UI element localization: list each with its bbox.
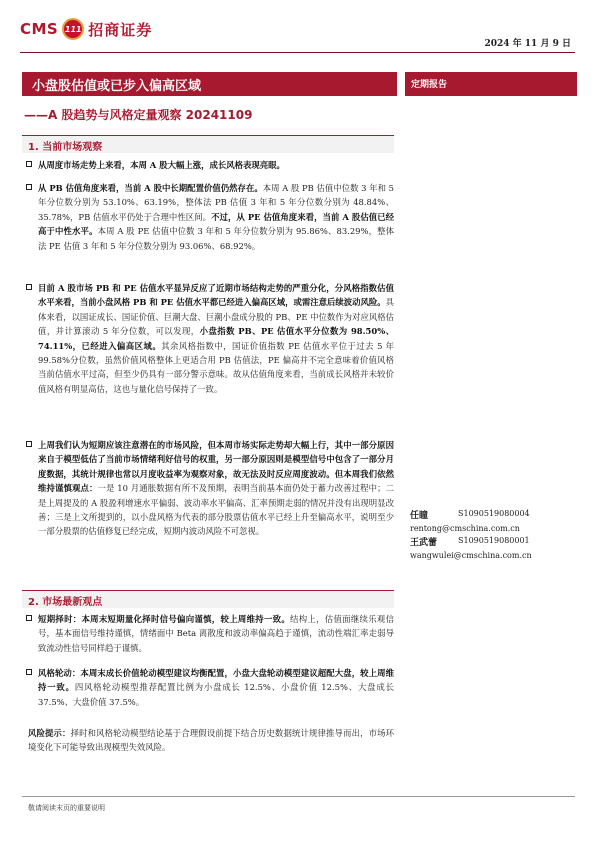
paragraph-text	[38, 666, 394, 709]
logo-badge-icon	[62, 18, 84, 40]
bold-text-run: 不过，从 PE 估值角度来看，当前 A 股估值已经高于中性水平。	[38, 211, 395, 237]
bullet-square-icon	[26, 669, 32, 675]
analyst-name: 王武蕾	[410, 538, 438, 548]
bullet-square-icon	[26, 615, 32, 621]
section-title: 1. 当前市场观察	[28, 142, 103, 153]
footer-disclaimer: 敬请阅读末页的重要说明	[28, 804, 105, 812]
text-run: 具体来看，以国证成长、国证价值、巨潮大盘、巨潮小盘成分股的 PB、PE 中位数作为对应风格估值，并计算滚动 5 年分位数，可以发现，	[38, 297, 394, 337]
bold-text-run: 从 PB 估值角度来看，当前 A 股中长期配置价值仍然存在。	[38, 183, 263, 193]
paragraph-weekly-trend	[26, 158, 394, 172]
paragraph-text	[38, 281, 394, 396]
report-title: 小盘股估值或已步入偏高区域	[32, 79, 202, 94]
paragraph-style-valuation	[26, 281, 394, 396]
bullet-square-icon	[26, 284, 32, 290]
section-title: 2. 市场最新观点	[28, 597, 103, 608]
analyst-card	[410, 508, 530, 533]
bold-text-run: 目前 A 股市场 PB 和 PE 估值水平显异反应了近期市场结构走势的严重分化，分风格指数估值水平来看，当前小盘风格 PB 和 PE 估值水平都已经进入偏高区域，或需注意后续波动风险。	[38, 283, 394, 308]
bullet-square-icon	[26, 441, 32, 447]
header-divider	[20, 52, 575, 53]
section-header-current-market	[22, 135, 394, 153]
analyst-email[interactable]: wangwulei@cmschina.com.cn	[410, 551, 532, 560]
analyst-name: 任瞳	[410, 511, 429, 521]
report-type-tag	[405, 72, 577, 96]
paragraph-style-rotation	[26, 666, 394, 709]
risk-warning	[28, 726, 394, 755]
risk-label: 风险提示：	[28, 728, 71, 738]
paragraph-text	[38, 612, 394, 655]
title-bar	[22, 72, 397, 96]
analyst-card	[410, 535, 532, 560]
bullet-square-icon	[26, 161, 32, 167]
risk-text: 择时和风格轮动模型结论基于合理假设前提下结合历史数据统计规律推导而出，市场环境变化下可能导致出现模型失效风险。	[28, 728, 395, 753]
logo-cn: 招商证券	[88, 20, 153, 39]
company-logo	[20, 18, 152, 40]
paragraph-text	[38, 158, 394, 172]
text-run: 本周 A 股 PB 估值中位数 3 年和 5 年分位数分别为 53.10%、63.19%，整体法 PB 估值 3 年和 5 年分位数分别为 48.84%、35.78%，PB 估值水平仍处于合理中性区间。	[38, 183, 394, 222]
text-run: 四风格轮动模型推荐配置比例为小盘成长 12.5%、小盘价值 12.5%、大盘成长 37.5%、大盘价值 37.5%。	[38, 682, 394, 707]
report-date: 2024 年 11 月 9 日	[484, 39, 571, 49]
text-run: 其余风格指数中，国证价值指数 PE 估值水平位于过去 5 年 99.58%分位数，虽然价值风格整体上更适合用 PB 估值法，PE 偏高并不完全意味着价值风格当前估值水平过高，但至少仍具有一部分警示意味。故从估值角度来看，当前成长风格并未较价值风格有明显高估，这也与量化信号保持了一致。	[38, 340, 394, 394]
analyst-cert: S1090519080004	[458, 509, 530, 518]
text-run: 一是 10 月通胀数据有所不及预期，表明当前基本面仍处于蓄力改善过程中；二是上周提及的 A 股盈利增速水平偏弱、波动率水平偏高、汇率预期走弱的情况并没有出现明显改善；三是上文所提到的，以小盘风格为代表的部分股票估值水平已经上升至偏高水平，说明至少一部分股票的估值修复已经完成，短期内波动风险不可忽视。	[38, 483, 394, 537]
text-run: 结构上，估值面继续乐观信号，基本面信号维持谨慎，情绪面中 Beta 离散度和波动率偏高趋于谨慎，流动性端汇率走弱导致流动性信号同样趋于谨慎。	[38, 614, 395, 653]
paragraph-text	[38, 438, 394, 539]
footer-divider	[22, 796, 575, 797]
paragraph-cautious-view	[26, 438, 394, 539]
bold-text-run: 短期择时：本周末短期量化择时信号偏向谨慎，较上周维持一致。	[38, 614, 291, 624]
analyst-email[interactable]: rentong@cmschina.com.cn	[410, 524, 520, 533]
logo-badge-text: 111	[64, 24, 82, 34]
analyst-cert: S1090519080001	[458, 536, 530, 545]
paragraph-timing	[26, 612, 394, 655]
report-subtitle: ——A 股趋势与风格定量观察 20241109	[24, 108, 253, 122]
logo-en: CMS	[20, 20, 59, 38]
bold-text-run: 上周我们认为短期应该注意潜在的市场风险，但本周市场实际走势却大幅上行，其中一部分原因来自于模型低估了当前市场情绪利好信号的权重，另一部分原因则是模型信号中包含了一部分月度数据，其统计规律也常以月度收益率为观察对象，故无法及时反应周度波动。但本周我们依然维持谨慎观点：	[38, 440, 394, 494]
paragraph-text	[38, 181, 394, 253]
bullet-square-icon	[26, 184, 32, 190]
bold-text-run: 小盘指数 PB、PE 估值水平分位数为 98.50%、74.11%，已经进入偏高区域。	[38, 326, 394, 351]
bold-text-run: 风格轮动：本周末成长价值轮动模型建议均衡配置，小盘大盘轮动模型建议超配大盘，较上周维持一致。	[38, 668, 394, 693]
report-type-label: 定期报告	[411, 80, 448, 90]
bold-text-run: 从周度市场走势上来看，本周 A 股大幅上涨，成长风格表现亮眼。	[38, 160, 285, 170]
paragraph-pb-pe-valuation	[26, 181, 394, 253]
section-header-market-views	[22, 590, 394, 608]
text-run: 本周 A 股 PE 估值中位数 3 年和 5 年分位数分别为 95.86%、83.29%，整体法 PE 估值 3 年和 5 年分位数分别为 93.06%、68.92%。	[38, 226, 395, 251]
